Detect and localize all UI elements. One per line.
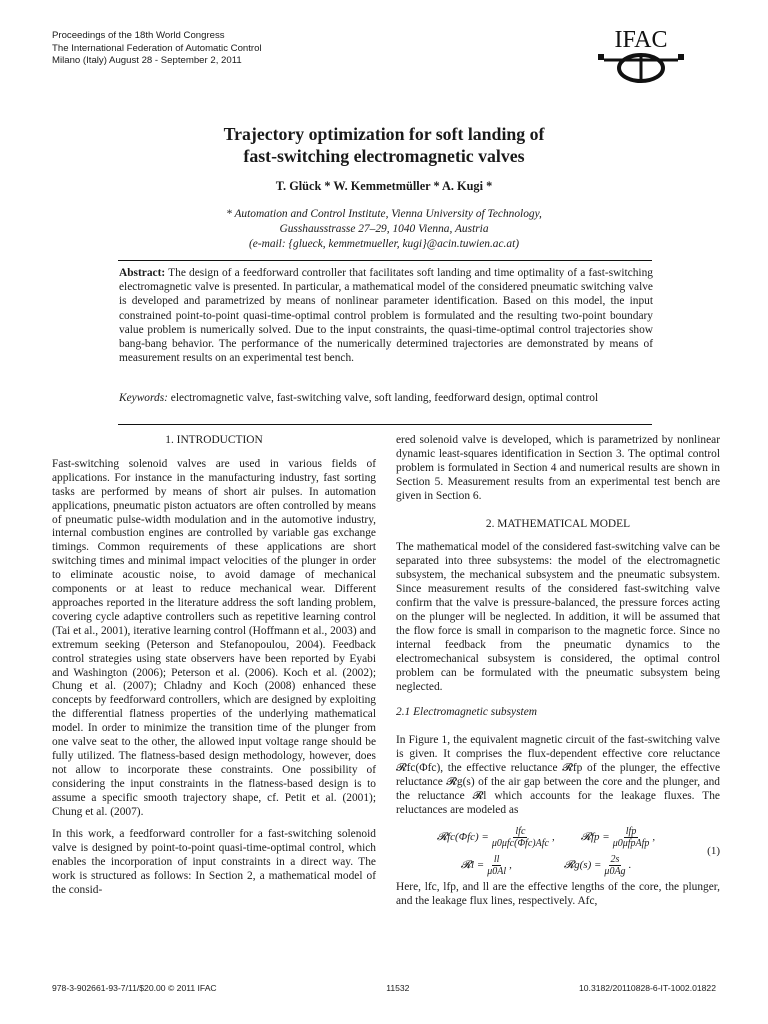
intro-paragraph-2: In this work, a feedforward controller for a fast-switching solenoid valve is designed by point-to-point quasi-time-optimal control, which enables the incorporation of input constraints in a direct way. The work is structured as follows: In Section 2, a mathematical model of the consid- bbox=[52, 828, 376, 897]
eq-l-lhs: 𝓡l = bbox=[460, 858, 485, 871]
right-column bbox=[396, 434, 720, 918]
left-column bbox=[52, 434, 376, 907]
keywords-label: Keywords: bbox=[119, 392, 168, 404]
paper-title bbox=[0, 123, 768, 167]
header-line-1: Proceedings of the 18th World Congress bbox=[52, 30, 225, 41]
eq-fc-lhs: 𝓡fc(Φfc) = bbox=[436, 830, 489, 843]
intro-continuation: ered solenoid valve is developed, which is parametrized by nonlinear dynamic least-squares identification in Section 3. The optimal control problem is formulated in Section 4 and numerical results are shown in Section 5. Measurement results from an experimental test bench are given in Section 6. bbox=[396, 434, 720, 502]
ifac-logo-text: IFAC bbox=[614, 27, 668, 53]
after-equation-text: Here, lfc, lfp, and ll are the effective lengths of the core, the plunger, and the leakage flux lines, respectively. Afc, bbox=[396, 880, 720, 907]
eq-l-numerator: ll bbox=[493, 854, 500, 866]
footer-doi: 10.3182/20110828-6-IT-1002.01822 bbox=[579, 983, 716, 993]
section-heading-introduction: 1. INTRODUCTION bbox=[165, 434, 263, 446]
authors: T. Glück * W. Kemmetmüller * A. Kugi * bbox=[275, 179, 493, 193]
eq-l-fraction bbox=[487, 854, 506, 877]
eq-fc-denominator: μ0μfc(Φfc)Afc bbox=[491, 838, 549, 850]
model-paragraph-1: The mathematical model of the considered fast-switching valve can be separated into three subsystems: the model of the electromagnetic subsystem, the mechanical subsystem and the pneumatic subsystem. Since measurement results of the considered fast-switching valve confirm that the valve is pressure-balanced, the pressure forces acting on the plunger will be neglected. In addition, it will be assumed that the flow force is small in comparison to the magnetic force. Since no internal feedback from the pneumatic dynamics to the electromechanical subsystem is considered, the optimal control problem can be formulated with the pneumatic subsystem being neglected. bbox=[396, 541, 720, 693]
affiliation bbox=[0, 207, 768, 252]
section-heading-mathematical-model: 2. MATHEMATICAL MODEL bbox=[485, 517, 631, 530]
abstract-bottom-rule bbox=[118, 424, 652, 425]
eq-l-denominator: μ0Al bbox=[487, 866, 507, 878]
abstract-label: Abstract: bbox=[119, 267, 166, 279]
abstract-top-rule bbox=[118, 260, 652, 261]
page-footer bbox=[52, 983, 716, 993]
eq-fc-fraction bbox=[492, 826, 549, 849]
header-line-3: Milano (Italy) August 28 - September 2, 2011 bbox=[52, 55, 242, 66]
equation-number: (1) bbox=[707, 844, 720, 857]
affiliation-line-3: (e-mail: {glueck, kemmetmueller, kugi}@acin.tuwien.ac.at) bbox=[248, 238, 520, 250]
eq-g-fraction bbox=[604, 854, 625, 877]
electromagnetic-paragraph-1: In Figure 1, the equivalent magnetic circuit of the fast-switching valve is given. It comprises the flux-dependent effective core reluctance 𝓡fc(Φfc), the effective reluctance 𝓡fp of the plunger, the effective reluctance 𝓡g(s) of the air gap between the core and the plunger, and the reluctance 𝓡l which accounts for the leakage fluxes. The reluctances are modeled as bbox=[396, 734, 720, 816]
abstract bbox=[119, 266, 653, 365]
eq-fp-numerator: lfp bbox=[625, 826, 637, 838]
affiliation-line-2: Gusshausstrasse 27–29, 1040 Vienna, Austria bbox=[279, 223, 489, 235]
subsection-heading-electromagnetic: 2.1 Electromagnetic subsystem bbox=[396, 706, 537, 719]
intro-paragraph-1: Fast-switching solenoid valves are used in various fields of applications. For instance in the manufacturing industry, fast sorting tasks are performed by means of short air pulses. In automation applications, pneumatic piston actuators are often controlled by means of pneumatic pulse-width modulation and in the automotive industry, internal combustion engines are controlled by variable gas exchange timings. Common requirements of these applications are short switching times and minimal impact velocities of the plunger in order to eliminate acoustic noise, to avoid damage of mechanical components or at least to reduce mechanical wear. Different approaches reported in the literature address the soft landing problem, covering cycle adaptive controllers such as repetitive learning control (Tai et al., 2001), iterative learning control (Hoffmann et al., 2003) and extremum seeking (Peterson and Stefanopoulou, 2004). Feedback control strategies using state observers have been reported by Eyabi and Washington (2006); Peterson et al. (2006). Koch et al. (2002); Chung et al. (2007); Chladny and Koch (2008) enhanced these concepts by feedforward controllers, which are designed by exploiting the differential flatness properties of the underlying mathematical model. In order to minimize the transition time of the plunger from one valve seat to the other, the allowed input voltage range should be fully utilized. The flatness-based design methodology, however, does not allow to incorporate these constraints. One possibility of considering the input constraints in the flatness-based design is to assume a specific smooth trajectory shape, cf. Petit et al. (2001); Chung et al. (2007). bbox=[52, 457, 376, 818]
eq-fp-denominator: μ0μfpAfp bbox=[612, 838, 650, 850]
footer-page-number: 11532 bbox=[386, 983, 410, 993]
proceedings-header bbox=[52, 30, 262, 68]
title-line-2: fast-switching electromagnetic valves bbox=[243, 146, 525, 166]
footer-isbn: 978-3-902661-93-7/11/$20.00 © 2011 IFAC bbox=[52, 983, 217, 993]
eq-g-denominator: μ0Ag bbox=[604, 866, 626, 878]
keywords-text: electromagnetic valve, fast-switching valve, soft landing, feedforward design, optimal control bbox=[170, 392, 599, 404]
keywords bbox=[119, 391, 653, 405]
equation-1: 𝓡fc(Φfc) = $\frac{\text{lfc}}{\text{μ0μfc(Φfc)Afc}}$ , 𝓡fp = $\frac{\text{lfp}}{\text{μ0μfpAfp}}$ , 𝓡l = $\frac{ll}{\mu 0Al}$ , 𝓡g(s) = $\frac{2s}{\mu 0Ag}$ . (1) bbox=[436, 826, 720, 878]
eq-fp-fraction bbox=[613, 826, 650, 849]
abstract-text: The design of a feedforward controller that facilitates soft landing and time optimality of a fast-switching electromagnetic valve is presented. In particular, a mathematical model of the considered pneumatic switching valve is developed and parametrized by means of nonlinear parameter identification. Based on this model, the input constrained point-to-point quasi-time-optimal control problem is formulated and the resulting two-point boundary value problem is numerically solved. Due to the input constraints, the quasi-time-optimal control trajectories show bang-bang behavior. The performance of the numerically determined trajectories are demonstrated by means of measurement results on an experimental test bench. bbox=[119, 267, 653, 365]
eq-g-lhs: 𝓡g(s) = bbox=[563, 858, 602, 871]
header-line-2: The International Federation of Automatic Control bbox=[52, 42, 262, 54]
eq-fc-numerator: lfc bbox=[515, 826, 526, 838]
eq-fp-lhs: 𝓡fp = bbox=[580, 830, 610, 843]
title-line-1: Trajectory optimization for soft landing of bbox=[223, 124, 545, 144]
affiliation-line-1: * Automation and Control Institute, Vienna University of Technology, bbox=[226, 208, 542, 220]
eq-g-numerator: 2s bbox=[610, 854, 620, 866]
ifac-logo bbox=[598, 24, 684, 90]
